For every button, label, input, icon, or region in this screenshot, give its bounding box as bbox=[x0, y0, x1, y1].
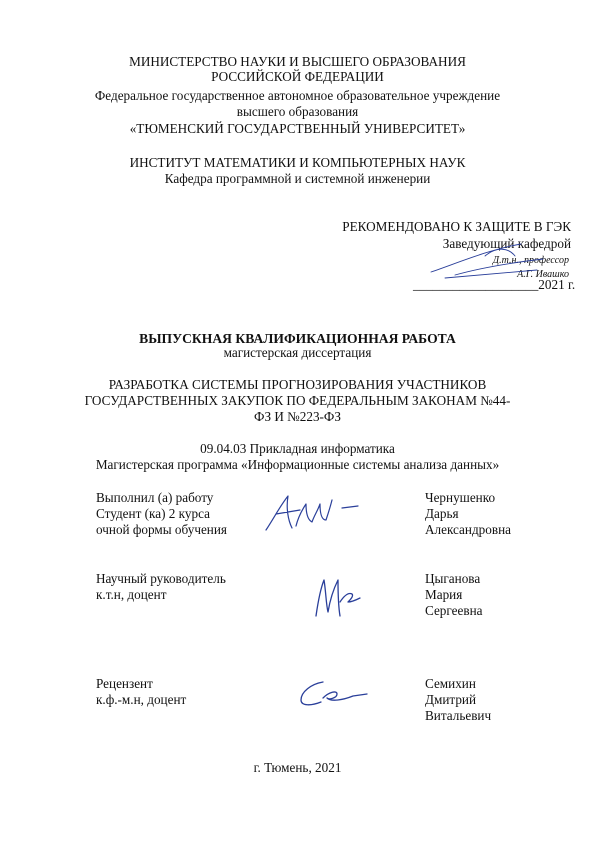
program: Магистерская программа «Информационные системы анализа данных» bbox=[95, 457, 500, 472]
work-subtype: магистерская диссертация bbox=[223, 345, 372, 360]
head-signature-icon bbox=[425, 238, 565, 280]
approval-recommended: РЕКОМЕНДОВАНО К ЗАЩИТЕ В ГЭК bbox=[342, 219, 571, 234]
student-first-name: Дарья bbox=[425, 506, 459, 521]
institute-name: ИНСТИТУТ МАТЕМАТИКИ И КОМПЬЮТЕРНЫХ НАУК bbox=[129, 155, 466, 170]
institution-line-1: Федеральное государственное автономное образовательное учреждение bbox=[94, 88, 501, 103]
ministry-line-2: РОССИЙСКОЙ ФЕДЕРАЦИИ bbox=[211, 69, 384, 84]
reviewer-signature-icon bbox=[293, 676, 373, 710]
reviewer-first-name: Дмитрий bbox=[425, 692, 477, 707]
reviewer-role-line-1: Рецензент bbox=[96, 676, 153, 691]
reviewer-role-line-2: к.ф.-м.н, доцент bbox=[96, 692, 187, 707]
student-patronymic: Александровна bbox=[425, 522, 511, 537]
institution-line-2: высшего образования bbox=[236, 104, 359, 119]
ministry-line-1: МИНИСТЕРСТВО НАУКИ И ВЫСШЕГО ОБРАЗОВАНИЯ bbox=[129, 54, 466, 69]
reviewer-surname: Семихин bbox=[425, 676, 476, 691]
city-year: г. Тюмень, 2021 bbox=[253, 760, 342, 775]
supervisor-role-line-1: Научный руководитель bbox=[96, 571, 226, 586]
work-title-line-2: ГОСУДАРСТВЕННЫХ ЗАКУПОК ПО ФЕДЕРАЛЬНЫМ ЗАКОНАМ №44- bbox=[84, 393, 511, 408]
supervisor-role-line-2: к.т.н, доцент bbox=[96, 587, 167, 602]
student-role-line-3: очной формы обучения bbox=[96, 522, 227, 537]
approval-degree: Д.т.н., профессор bbox=[492, 255, 569, 266]
approval-date-blank: ___________________ bbox=[413, 277, 539, 292]
approval-name: А.Г. Ивашко bbox=[517, 269, 569, 280]
supervisor-patronymic: Сергеевна bbox=[425, 603, 483, 618]
supervisor-signature-icon bbox=[310, 572, 370, 620]
supervisor-first-name: Мария bbox=[425, 587, 463, 602]
student-role-line-2: Студент (ка) 2 курса bbox=[96, 506, 210, 521]
student-role-line-1: Выполнил (а) работу bbox=[96, 490, 214, 505]
reviewer-patronymic: Витальевич bbox=[425, 708, 492, 723]
work-title-line-3: ФЗ И №223-ФЗ bbox=[254, 409, 341, 424]
work-title-line-1: РАЗРАБОТКА СИСТЕМЫ ПРОГНОЗИРОВАНИЯ УЧАСТНИКОВ bbox=[108, 377, 487, 392]
supervisor-surname: Цыганова bbox=[425, 571, 481, 586]
student-surname: Чернушенко bbox=[425, 490, 496, 505]
department-name: Кафедра программной и системной инженерии bbox=[164, 171, 431, 186]
university-name: «ТЮМЕНСКИЙ ГОСУДАРСТВЕННЫЙ УНИВЕРСИТЕТ» bbox=[129, 121, 466, 136]
work-type: ВЫПУСКНАЯ КВАЛИФИКАЦИОННАЯ РАБОТА bbox=[139, 331, 456, 346]
approval-head: Заведующий кафедрой bbox=[442, 236, 571, 251]
approval-year: 2021 г. bbox=[538, 277, 576, 292]
student-signature-icon bbox=[262, 490, 372, 536]
specialty: 09.04.03 Прикладная информатика bbox=[200, 441, 395, 456]
